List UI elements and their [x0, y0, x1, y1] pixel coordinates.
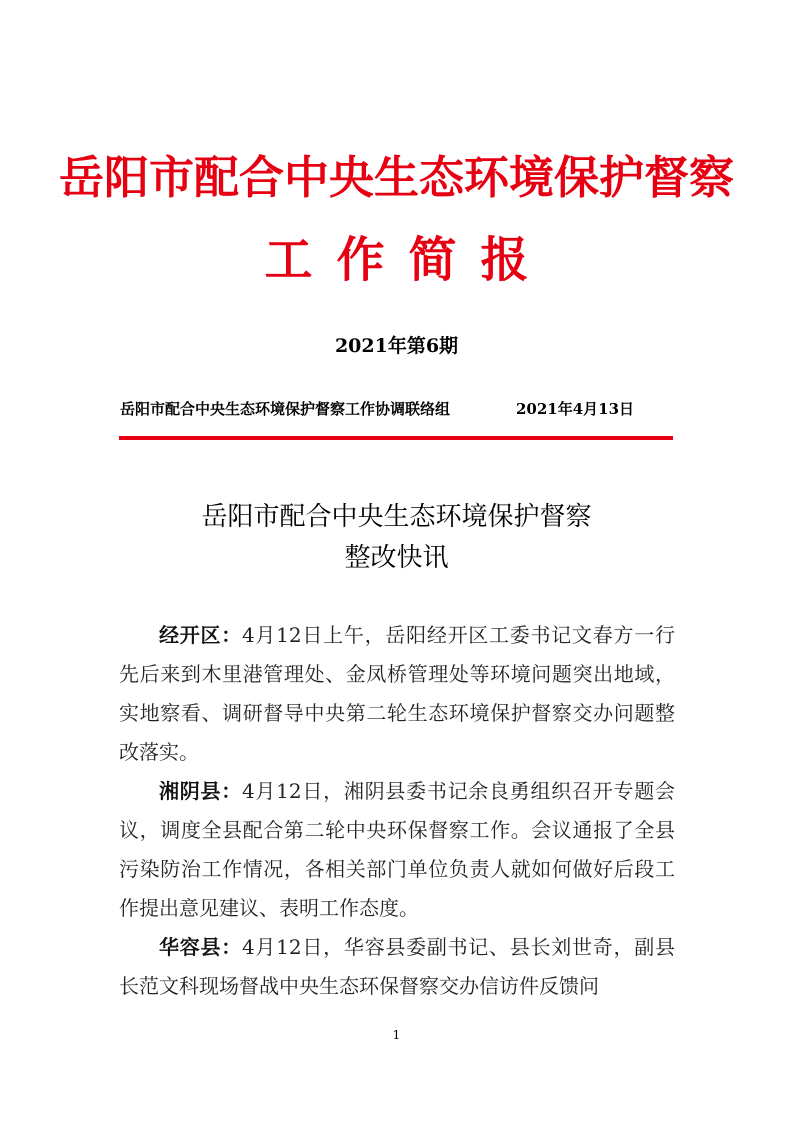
paragraph [119, 616, 675, 772]
paragraph-lead: 湘阴县： [159, 779, 242, 803]
paragraph [119, 928, 675, 1006]
issuer-line [120, 397, 680, 421]
article-title-line1: 岳阳市配合中央生态环境保护督察 [201, 502, 592, 532]
article-title-line2: 整改快讯 [344, 543, 449, 573]
issue-number: 2021年第6期 [334, 335, 459, 357]
paragraph-text: 4月12日，湘阴县委书记余良勇组织召开专题会议，调度全县配合第二轮中央环保督察工作。会议通报了全县污染防治工作情况，各相关部门单位负责人就如何做好后段工作提出意见建议、表明工作态度。 [119, 779, 675, 920]
article-body [119, 616, 675, 1006]
paragraph-lead: 经开区： [159, 623, 242, 647]
issuer-org: 岳阳市配合中央生态环境保护督察工作协调联络组 [120, 400, 451, 418]
page-number: 1 [392, 1028, 401, 1042]
paragraph-lead: 华容县： [159, 935, 242, 959]
red-divider [119, 436, 673, 440]
paragraph [119, 772, 675, 928]
paragraph-text: 4月12日上午，岳阳经开区工委书记文春方一行先后来到木里港管理处、金凤桥管理处等环境问题突出地域，实地察看、调研督导中央第二轮生态环境保护督察交办问题整改落实。 [119, 623, 675, 764]
masthead-subtitle: 工作简报 [264, 232, 553, 288]
issue-date: 2021年4月13日 [516, 400, 635, 418]
paragraph-text: 4月12日，华容县委副书记、县长刘世奇，副县长范文科现场督战中央生态环保督察交办信访件反馈问 [119, 935, 675, 998]
masthead-title: 岳阳市配合中央生态环境保护督察 [58, 151, 734, 204]
